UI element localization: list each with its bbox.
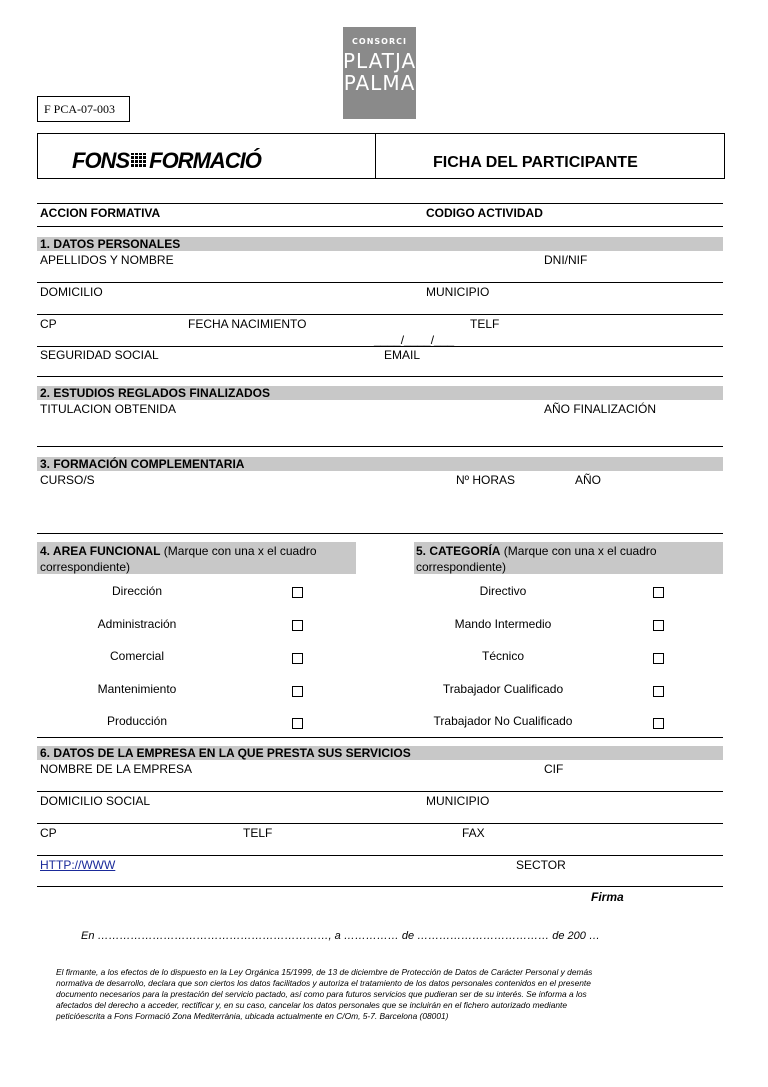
legal-line: documento necesarios para la prestación del servicio pactado, así como para futuros servicios que pudieran ser de su interés. Se informa a los [56, 989, 587, 999]
legal-line: normativa de desarrollo, declara que son ciertos los datos facilitados y autoriza el tratamiento de los datos personales contenidos en el presente [56, 978, 591, 988]
sector-label: SECTOR [516, 858, 566, 872]
consorci-logo [343, 27, 416, 119]
header-box [37, 133, 725, 179]
logo-line-1: CONSORCI [352, 37, 407, 46]
horas-input[interactable] [456, 496, 560, 512]
section-3-title: 3. FORMACIÓN COMPLEMENTARIA [40, 457, 245, 471]
legal-line: peticióescrita a Fons Formació Zona Mediterrània, ubicada actualmente en C/Om, 5-7. Barcelona (08001) [56, 1011, 449, 1021]
rule [37, 226, 723, 227]
fons-formacio-logo [72, 148, 261, 174]
municipio-input[interactable] [496, 285, 724, 301]
rule [37, 737, 723, 738]
rule [37, 314, 723, 315]
municipio-label: MUNICIPIO [426, 285, 490, 299]
empresa-telf-input[interactable] [280, 826, 454, 842]
rule [37, 533, 723, 534]
cp-input[interactable] [62, 317, 184, 333]
header-divider [375, 134, 376, 178]
area-option-checkbox[interactable] [292, 686, 303, 697]
categoria-option-checkbox[interactable] [653, 653, 664, 664]
area-option-label: Producción [106, 714, 168, 728]
section-4-title [40, 544, 317, 558]
form-title: FICHA DEL PARTICIPANTE [433, 154, 638, 171]
rule [37, 282, 723, 283]
domicilio-label: DOMICILIO [40, 285, 103, 299]
rule [37, 346, 723, 347]
rule [37, 446, 723, 447]
domicilio-input[interactable] [112, 285, 416, 301]
categoria-option-checkbox[interactable] [653, 587, 664, 598]
apellidos-label: APELLIDOS Y NOMBRE [40, 253, 174, 267]
sector-input[interactable] [570, 858, 724, 874]
web-link[interactable]: HTTP://WWW [40, 858, 116, 872]
domicilio-social-label: DOMICILIO SOCIAL [40, 794, 151, 808]
logo-line-3: PALMA [343, 71, 416, 95]
place-date-line[interactable]: En ………………………………………………………, a …………… de ……………………………… de 200 … [81, 930, 600, 942]
email-label: EMAIL [384, 348, 421, 362]
dni-input[interactable] [544, 267, 724, 283]
area-option-label: Mantenimiento [97, 682, 177, 696]
curso-input[interactable] [40, 496, 444, 512]
horas-label: Nº HORAS [456, 473, 516, 487]
legal-notice [56, 967, 666, 1022]
section-6-title: 6. DATOS DE LA EMPRESA EN LA QUE PRESTA SUS SERVICIOS [40, 746, 411, 760]
section-2-title: 2. ESTUDIOS REGLADOS FINALIZADOS [40, 386, 271, 400]
form-code-box [37, 96, 130, 122]
brand-left: FONS [72, 148, 130, 173]
categoria-option-checkbox[interactable] [653, 718, 664, 729]
form-code: F PCA-07-003 [44, 102, 116, 116]
area-option-checkbox[interactable] [292, 718, 303, 729]
anio-finalizacion-label: AÑO FINALIZACIÓN [544, 402, 657, 416]
categoria-option-label: Técnico [481, 649, 525, 663]
titulacion-label: TITULACION OBTENIDA [40, 402, 177, 416]
rule [37, 855, 723, 856]
rule [37, 376, 723, 377]
fecha-nacimiento-label: FECHA NACIMIENTO [188, 317, 307, 331]
categoria-option-checkbox[interactable] [653, 686, 664, 697]
empresa-cp-label: CP [40, 826, 57, 840]
anio-finalizacion-input[interactable] [544, 425, 724, 441]
area-option-label: Dirección [111, 584, 163, 598]
seguridad-social-label: SEGURIDAD SOCIAL [40, 348, 159, 362]
section-5-title [416, 544, 657, 558]
firma-label: Firma [591, 890, 624, 904]
titulacion-input[interactable] [40, 425, 534, 441]
anio-label: AÑO [575, 473, 602, 487]
logo-line-2: PLATJA [343, 49, 417, 73]
empresa-telf-label: TELF [243, 826, 273, 840]
brand-right: FORMACIÓ [149, 148, 261, 173]
area-option-checkbox[interactable] [292, 587, 303, 598]
accion-formativa-input[interactable] [180, 206, 419, 222]
anio-input[interactable] [575, 496, 719, 512]
rule [37, 823, 723, 824]
rule [37, 203, 723, 204]
empresa-cp-input[interactable] [62, 826, 236, 842]
dni-label: DNI/NIF [544, 253, 588, 267]
codigo-actividad-input[interactable] [562, 206, 724, 222]
empresa-nombre-label: NOMBRE DE LA EMPRESA [40, 762, 193, 776]
telf-input[interactable] [506, 317, 724, 333]
categoria-option-label: Trabajador Cualificado [442, 682, 564, 696]
fax-input[interactable] [492, 826, 724, 842]
cif-label: CIF [544, 762, 564, 776]
apellidos-input[interactable] [180, 266, 534, 282]
section-4-title-line2: correspondiente) [40, 560, 131, 574]
legal-line: afectados del derecho a acceder, rectificar y, en su caso, cancelar los datos personales que se incluirán en el fichero autorizado mediante [56, 1000, 568, 1010]
area-option-label: Comercial [109, 649, 165, 663]
codigo-actividad-label: CODIGO ACTIVIDAD [426, 206, 543, 220]
categoria-option-checkbox[interactable] [653, 620, 664, 631]
area-option-checkbox[interactable] [292, 653, 303, 664]
section-5-title-line2: correspondiente) [416, 560, 507, 574]
categoria-option-label: Mando Intermedio [454, 617, 552, 631]
area-option-label: Administración [97, 617, 177, 631]
accion-formativa-label: ACCION FORMATIVA [40, 206, 161, 220]
legal-line: El firmante, a los efectos de lo dispuesto en la Ley Orgánica 15/1999, de 13 de diciembre de Protección de Datos de Carácter Personal y demás [56, 967, 593, 977]
rule [37, 791, 723, 792]
empresa-municipio-input[interactable] [496, 794, 724, 810]
web-input[interactable] [126, 858, 500, 874]
section-5-title-rest: (Marque con una x el cuadro [500, 544, 657, 558]
section-5-title-bold: 5. CATEGORÍA [416, 544, 501, 558]
cp-label: CP [40, 317, 57, 331]
rule [37, 886, 723, 887]
section-1-title: 1. DATOS PERSONALES [40, 237, 181, 251]
cif-input[interactable] [570, 762, 724, 778]
section-4-title-bold: 4. AREA FUNCIONAL [40, 544, 161, 558]
fecha-nacimiento-blank[interactable]: ____/____/___ [374, 333, 455, 347]
domicilio-social-input[interactable] [160, 794, 414, 810]
curso-label: CURSO/S [40, 473, 95, 487]
telf-label: TELF [470, 317, 500, 331]
seguridad-social-input[interactable] [166, 348, 375, 364]
area-option-checkbox[interactable] [292, 620, 303, 631]
empresa-municipio-label: MUNICIPIO [426, 794, 490, 808]
categoria-option-label: Trabajador No Cualificado [433, 714, 573, 728]
empresa-nombre-input[interactable] [196, 762, 530, 778]
categoria-option-label: Directivo [479, 584, 527, 598]
fax-label: FAX [462, 826, 485, 840]
email-input[interactable] [426, 348, 724, 364]
section-4-title-rest: (Marque con una x el cuadro [160, 544, 317, 558]
brand-grid-icon [131, 153, 147, 167]
